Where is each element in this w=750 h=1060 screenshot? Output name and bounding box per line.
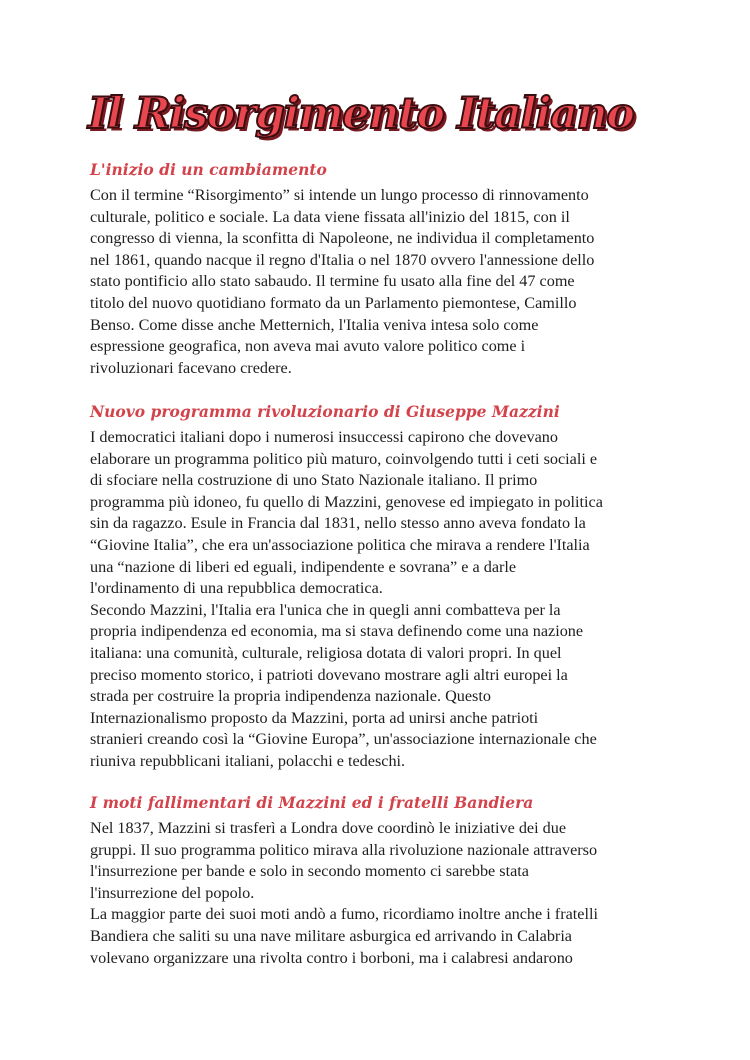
section-body-1 — [90, 185, 670, 379]
text-line: Internazionalismo proposto da Mazzini, porta ad unirsi anche patrioti — [90, 708, 539, 727]
text-line: “Giovine Italia”, che era un'associazione politica che mirava a rendere l'Italia — [90, 535, 590, 554]
text-line: Bandiera che saliti su una nave militare asburgica ed arrivando in Calabria — [90, 926, 572, 945]
text-line: elaborare un programma politico più maturo, coinvolgendo tutti i ceti sociali e — [90, 449, 598, 468]
section-heading-1: L'inizio di un cambiamento — [90, 160, 327, 179]
text-line: congresso di vienna, la sconfitta di Napoleone, ne individua il completamento — [90, 229, 595, 248]
section-body-3 — [90, 818, 670, 969]
section-heading-3: I moti fallimentari di Mazzini ed i fratelli Bandiera — [90, 793, 534, 812]
text-line: culturale, politico e sociale. La data viene fissata all'inizio del 1815, con il — [90, 207, 570, 226]
text-line: di sfociare nella costruzione di uno Stato Nazionale italiano. Il primo — [90, 471, 538, 490]
text-line: italiana: una comunità, culturale, religiosa dotata di valori propri. In quel — [90, 643, 562, 662]
text-line: titolo del nuovo quotidiano formato da un Parlamento piemontese, Camillo — [90, 293, 577, 312]
text-line: volevano organizzare una rivolta contro i borboni, ma i calabresi andarono — [90, 948, 573, 967]
text-line: espressione geografica, non aveva mai avuto valore politico come i — [90, 337, 526, 356]
text-line: programma più idoneo, fu quello di Mazzini, genovese ed impiegato in politica — [90, 492, 603, 511]
text-line: una “nazione di liberi ed eguali, indipendente e sovrana” e a darle — [90, 557, 517, 576]
text-line: stranieri creando così la “Giovine Europa”, un'associazione internazionale che — [90, 730, 597, 749]
text-line: l'insurrezione del popolo. — [90, 883, 255, 902]
text-line: Con il termine “Risorgimento” si intende un lungo processo di rinnovamento — [90, 186, 589, 204]
text-line: Nel 1837, Mazzini si trasferì a Londra dove coordinò le iniziative dei due — [90, 819, 567, 837]
text-line: l'ordinamento di una repubblica democratica. — [90, 579, 383, 598]
text-line: sin da ragazzo. Esule in Francia dal 1831, nello stesso anno aveva fondato la — [90, 514, 586, 533]
text-line: riuniva repubblicani italiani, polacchi e tedeschi. — [90, 751, 406, 770]
text-line: Benso. Come disse anche Metternich, l'Italia veniva intesa solo come — [90, 315, 539, 334]
text-line: I democratici italiani dopo i numerosi insuccessi capirono che dovevano — [90, 428, 558, 446]
text-line: Secondo Mazzini, l'Italia era l'unica che in quegli anni combatteva per la — [90, 600, 561, 619]
text-line: rivoluzionari facevano credere. — [90, 358, 292, 377]
section-heading-2: Nuovo programma rivoluzionario di Giuseppe Mazzini — [90, 402, 560, 421]
text-line: La maggior parte dei suoi moti andò a fumo, ricordiamo inoltre anche i fratelli — [90, 905, 598, 924]
page-title: Il Risorgimento Italiano — [88, 89, 634, 139]
text-line: nel 1861, quando nacque il regno d'Italia o nel 1870 ovvero l'annessione dello — [90, 250, 595, 269]
text-line: stato pontificio allo stato sabaudo. Il termine fu usato alla fine del 47 come — [90, 272, 575, 291]
text-line: l'insurrezione per bande e solo in secondo momento ci sarebbe stata — [90, 862, 529, 881]
text-line: preciso momento storico, i patrioti dovevano mostrare agli altri europei la — [90, 665, 568, 684]
text-line: gruppi. Il suo programma politico mirava alla rivoluzione nazionale attraverso — [90, 840, 598, 859]
text-line: strada per costruire la propria indipendenza nazionale. Questo — [90, 687, 491, 706]
section-body-2 — [90, 427, 670, 773]
text-line: propria indipendenza ed economia, ma si stava definendo come una nazione — [90, 622, 584, 641]
